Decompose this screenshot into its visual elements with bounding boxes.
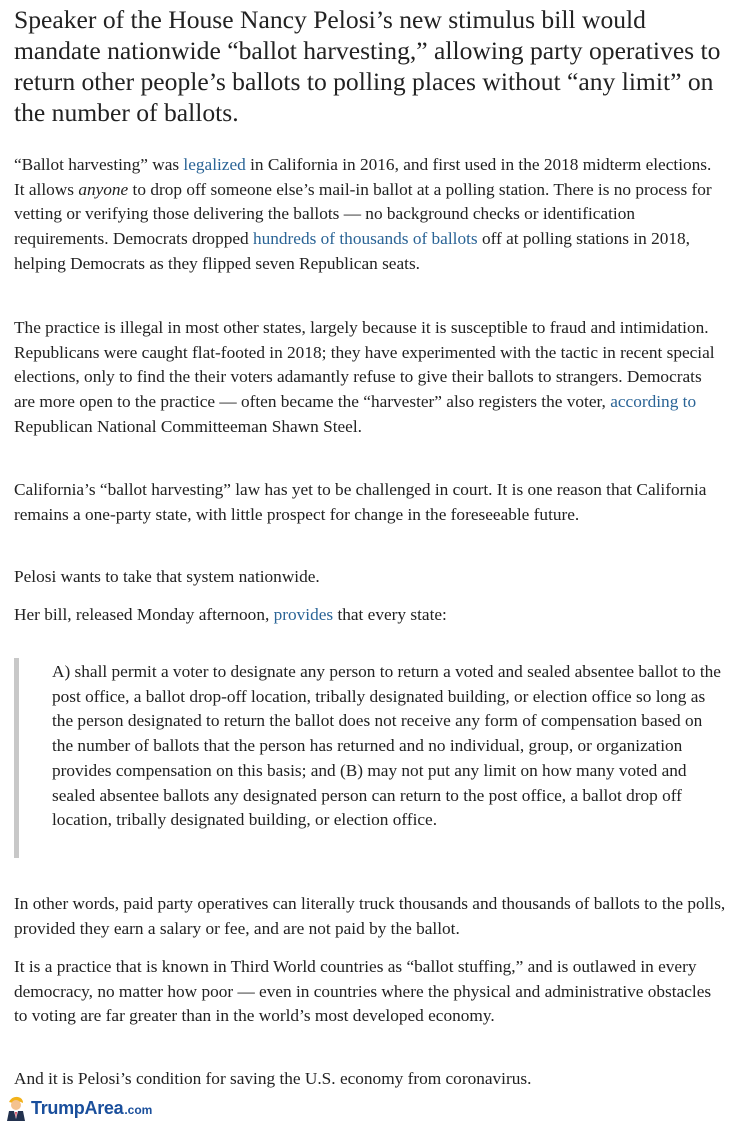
paragraph-3: California’s “ballot harvesting” law has yet to be challenged in court. It is one reason that California remains a one-party state, with little prospect for change in the foreseeable future. (14, 480, 707, 524)
paragraph-6: In other words, paid party operatives can literally truck thousands and thousands of ballots to the polls, provided they earn a salary or fee, and are not paid by the ballot. (14, 894, 726, 938)
paragraph-2-text-a: The practice is illegal in most other states, largely because it is susceptible to fraud and intimidation. Republicans were caught flat-footed in 2018; they have experimented with the tactic in recent special elections, only to find the their voters adamantly refuse to give their ballots to strangers. Democrats are more open to the practice — often became the “harvester” also registers the voter, (14, 318, 715, 412)
bill-blockquote: A) shall permit a voter to designate any person to return a voted and sealed absentee ballot to the post office, a ballot drop-off location, tribally designated building, or election office so long as the person designated to return the ballot does not receive any form of compensation based on the number of ballots that the person has returned and no individual, group, or organization provides compensation on this basis; and (B) may not put any limit on how many voted and sealed absentee ballots any designated person can return to the post office, a ballot drop off location, tribally designated building, or election office. (52, 662, 721, 830)
provides-link[interactable]: provides (273, 605, 334, 624)
paragraph-1 (14, 153, 726, 277)
paragraph-8: And it is Pelosi’s condition for saving the U.S. economy from coronavirus. (14, 1069, 532, 1088)
paragraph-2-text-b: Republican National Committeeman Shawn Steel. (14, 416, 362, 436)
blockquote-bar (14, 658, 19, 858)
legalized-link[interactable]: legalized (183, 155, 246, 174)
trump-figure-icon (4, 1095, 28, 1121)
paragraph-4: Pelosi wants to take that system nationwide. (14, 567, 320, 586)
according-to-link[interactable]: according to (610, 392, 697, 412)
paragraph-1-text-b: in California in 2016, and first used in the 2018 midterm elections. It allows (14, 155, 712, 199)
paragraph-5 (14, 603, 726, 628)
paragraph-7: It is a practice that is known in Third World countries as “ballot stuffing,” and is outlawed in every democracy, no matter how poor — even in countries where the physical and administrative obstacles to voting are far greater than in the world’s most developed economy. (14, 957, 712, 1026)
paragraph-1-emphasis: anyone (78, 179, 129, 199)
paragraph-1-text-a: “Ballot harvesting” was (14, 155, 184, 174)
paragraph-1-text-d: off at polling stations in 2018, helping Democrats as they flipped seven Republican seats. (14, 229, 690, 273)
watermark-name: TrumpArea (31, 1097, 124, 1118)
paragraph-2 (14, 316, 726, 440)
paragraph-5-text-a: Her bill, released Monday afternoon, (14, 605, 274, 624)
hundreds-of-thousands-link[interactable]: hundreds of thousands of ballots (252, 229, 478, 249)
watermark-suffix: .com (124, 1103, 153, 1117)
paragraph-1-text-c: to drop off someone else’s mail-in ballot at a polling station. There is no process for vetting or verifying those delivering the ballots — no background checks or identification requirements. Democrats dropped (14, 179, 712, 249)
trumparea-watermark (0, 1094, 220, 1122)
paragraph-5-text-b: that every state: (333, 605, 447, 624)
article-headline: Speaker of the House Nancy Pelosi’s new stimulus bill would mandate nationwide “ballot harvesting,” allowing party operatives to return other people’s ballots to polling places without “any limit” on the number of ballots. (14, 5, 721, 127)
